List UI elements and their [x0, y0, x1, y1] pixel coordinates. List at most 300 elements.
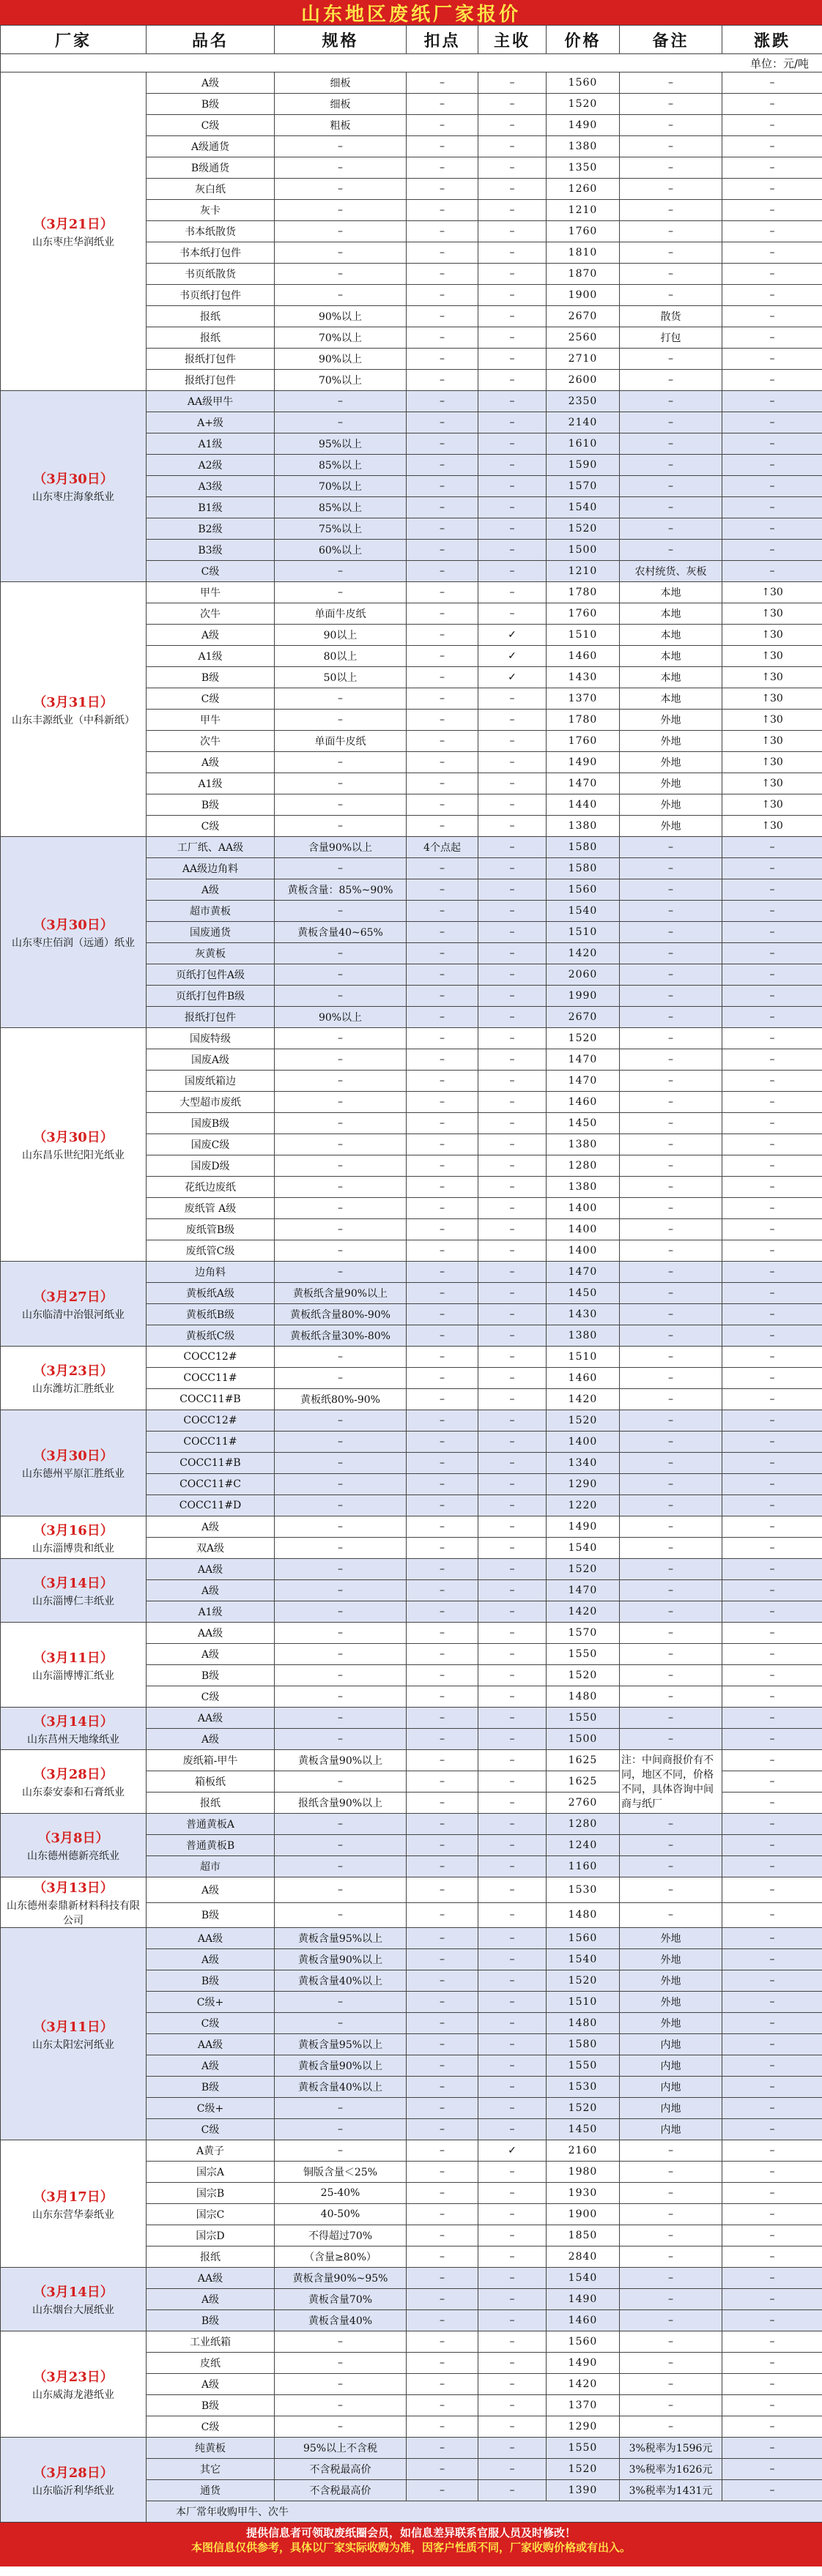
- deduction-cell: –: [407, 1559, 478, 1580]
- product-cell: C级: [147, 2416, 275, 2438]
- main-purchase-cell: –: [478, 1325, 547, 1347]
- deduction-cell: –: [407, 433, 478, 455]
- product-cell: 书本纸打包件: [147, 242, 275, 264]
- product-cell: B级通货: [147, 157, 275, 179]
- main-purchase-cell: –: [478, 476, 547, 497]
- remark-cell: –: [620, 922, 722, 943]
- product-cell: B级: [147, 2310, 275, 2331]
- change-cell: –: [722, 1644, 822, 1665]
- remark-cell: –: [620, 858, 722, 879]
- main-purchase-cell: –: [478, 1601, 547, 1623]
- price-cell: 1500: [547, 1729, 620, 1750]
- price-cell: 2060: [547, 964, 620, 986]
- main-purchase-cell: –: [478, 1708, 547, 1729]
- change-cell: –: [722, 179, 822, 200]
- deduction-cell: –: [407, 1750, 478, 1771]
- spec-cell: 95%以上不含税: [275, 2438, 407, 2459]
- main-purchase-cell: –: [478, 1410, 547, 1432]
- factory-name: 山东潍坊汇胜纸业: [32, 1383, 114, 1395]
- change-cell: –: [722, 1219, 822, 1240]
- table-row: [1, 1347, 822, 1368]
- factory-cell: [1, 1262, 147, 1347]
- factory-cell: [1, 1028, 147, 1262]
- deduction-cell: –: [407, 1729, 478, 1750]
- factory-date: （3月30日）: [33, 917, 114, 933]
- change-cell: ↑30: [722, 816, 822, 837]
- spec-cell: –: [275, 1410, 407, 1432]
- main-purchase-cell: –: [478, 1071, 547, 1092]
- price-cell: 1570: [547, 476, 620, 497]
- deduction-cell: –: [407, 1474, 478, 1495]
- change-cell: –: [722, 1155, 822, 1177]
- deduction-cell: –: [407, 816, 478, 837]
- spec-cell: –: [275, 1240, 407, 1262]
- change-cell: –: [722, 157, 822, 179]
- spec-cell: –: [275, 1856, 407, 1877]
- spec-cell: –: [275, 2374, 407, 2395]
- main-purchase-cell: –: [478, 773, 547, 794]
- product-cell: 国废C级: [147, 1134, 275, 1155]
- product-cell: 报纸: [147, 327, 275, 349]
- deduction-cell: –: [407, 1992, 478, 2013]
- product-cell: 次牛: [147, 603, 275, 625]
- product-cell: 灰黄板: [147, 943, 275, 964]
- deduction-cell: –: [407, 2416, 478, 2438]
- remark-cell: –: [620, 1368, 722, 1389]
- main-purchase-cell: –: [478, 94, 547, 115]
- change-cell: –: [722, 2353, 822, 2374]
- change-cell: –: [722, 242, 822, 264]
- remark-cell: 外地: [620, 1949, 722, 1970]
- price-cell: 1470: [547, 1580, 620, 1601]
- remark-cell: –: [620, 518, 722, 540]
- remark-cell: –: [620, 157, 722, 179]
- change-cell: –: [722, 72, 822, 94]
- main-purchase-cell: –: [478, 1580, 547, 1601]
- product-cell: C级: [147, 816, 275, 837]
- change-cell: –: [722, 285, 822, 306]
- remark-cell: 外地: [620, 773, 722, 794]
- product-cell: 国废A级: [147, 1049, 275, 1071]
- spec-cell: –: [275, 752, 407, 773]
- product-cell: AA级: [147, 2034, 275, 2055]
- factory-cell: [1, 1559, 147, 1623]
- product-cell: 工厂纸、AA级: [147, 837, 275, 858]
- main-purchase-cell: –: [478, 306, 547, 327]
- remark-cell: –: [620, 1814, 722, 1835]
- spec-cell: –: [275, 1559, 407, 1580]
- price-cell: 1210: [547, 561, 620, 582]
- remark-cell: –: [620, 1835, 722, 1856]
- price-cell: 1520: [547, 1028, 620, 1049]
- spec-cell: 黄板纸80%-90%: [275, 1389, 407, 1410]
- change-cell: –: [722, 2289, 822, 2310]
- product-cell: AA级: [147, 2268, 275, 2289]
- spec-cell: 不含税最高价: [275, 2480, 407, 2501]
- price-cell: 1470: [547, 1262, 620, 1283]
- price-cell: 1520: [547, 518, 620, 540]
- remark-cell: –: [620, 115, 722, 136]
- change-cell: –: [722, 2204, 822, 2225]
- deduction-cell: –: [407, 1049, 478, 1071]
- spec-cell: –: [275, 285, 407, 306]
- main-purchase-cell: –: [478, 221, 547, 242]
- price-cell: 1480: [547, 2013, 620, 2034]
- remark-cell: –: [620, 1410, 722, 1432]
- spec-cell: 75%以上: [275, 518, 407, 540]
- factory-cell: [1, 1750, 147, 1814]
- remark-cell: –: [620, 2353, 722, 2374]
- price-cell: 1510: [547, 1992, 620, 2013]
- product-cell: C级: [147, 1686, 275, 1708]
- main-purchase-cell: –: [478, 2353, 547, 2374]
- factory-cell: [1, 837, 147, 1028]
- main-purchase-cell: –: [478, 752, 547, 773]
- product-cell: 报纸: [147, 306, 275, 327]
- deduction-cell: –: [407, 1771, 478, 1793]
- factory-name: 山东烟台大展纸业: [32, 2304, 114, 2316]
- main-purchase-cell: –: [478, 2034, 547, 2055]
- table-row: [1, 837, 822, 858]
- header-remark: 备注: [620, 26, 722, 54]
- spec-cell: 黄板含量95%以上: [275, 2034, 407, 2055]
- change-cell: –: [722, 2395, 822, 2416]
- product-cell: A级: [147, 1877, 275, 1903]
- product-cell: 报纸打包件: [147, 349, 275, 370]
- factory-name: 山东枣庄海象纸业: [32, 491, 114, 503]
- deduction-cell: –: [407, 582, 478, 603]
- remark-cell: –: [620, 2416, 722, 2438]
- table-row: [1, 2268, 822, 2289]
- price-cell: 1470: [547, 1071, 620, 1092]
- change-cell: –: [722, 497, 822, 518]
- product-cell: A2级: [147, 455, 275, 476]
- remark-cell: 外地: [620, 1992, 722, 2013]
- price-cell: 1450: [547, 1113, 620, 1134]
- product-cell: 国宗A: [147, 2162, 275, 2183]
- spec-cell: –: [275, 2119, 407, 2140]
- remark-cell: –: [620, 2140, 722, 2162]
- remark-cell: –: [620, 1856, 722, 1877]
- deduction-cell: –: [407, 943, 478, 964]
- price-cell: 1810: [547, 242, 620, 264]
- spec-cell: 85%以上: [275, 497, 407, 518]
- price-cell: 1550: [547, 1644, 620, 1665]
- main-purchase-cell: –: [478, 964, 547, 986]
- spec-cell: –: [275, 1623, 407, 1644]
- factory-date: （3月28日）: [33, 1767, 114, 1782]
- remark-cell: 内地: [620, 2077, 722, 2098]
- main-purchase-cell: –: [478, 879, 547, 901]
- main-purchase-cell: –: [478, 433, 547, 455]
- spec-cell: –: [275, 773, 407, 794]
- table-row: [1, 2331, 822, 2353]
- product-cell: 国宗B: [147, 2183, 275, 2204]
- main-purchase-cell: –: [478, 2438, 547, 2459]
- product-cell: A级通货: [147, 136, 275, 157]
- product-cell: AA级: [147, 1928, 275, 1949]
- deduction-cell: –: [407, 1928, 478, 1949]
- spec-cell: –: [275, 1474, 407, 1495]
- product-cell: 黄板纸A级: [147, 1283, 275, 1304]
- remark-cell: 农村统货、灰板: [620, 561, 722, 582]
- spec-cell: 粗板: [275, 115, 407, 136]
- change-cell: –: [722, 2331, 822, 2353]
- spec-cell: –: [275, 179, 407, 200]
- change-cell: ↑30: [722, 582, 822, 603]
- main-purchase-cell: –: [478, 1856, 547, 1877]
- product-cell: 报纸: [147, 2246, 275, 2268]
- factory-cell: [1, 1516, 147, 1559]
- remark-cell: –: [620, 1665, 722, 1686]
- price-cell: 1400: [547, 1432, 620, 1453]
- product-cell: C级: [147, 2119, 275, 2140]
- main-purchase-cell: –: [478, 1028, 547, 1049]
- factory-date: （3月28日）: [33, 2465, 114, 2481]
- main-purchase-cell: –: [478, 688, 547, 710]
- spec-cell: –: [275, 943, 407, 964]
- change-cell: ↑30: [722, 688, 822, 710]
- main-purchase-cell: –: [478, 2480, 547, 2501]
- remark-cell: –: [620, 1580, 722, 1601]
- main-purchase-cell: –: [478, 1389, 547, 1410]
- change-cell: –: [722, 94, 822, 115]
- remark-cell: –: [620, 986, 722, 1007]
- change-cell: –: [722, 1410, 822, 1432]
- deduction-cell: –: [407, 1902, 478, 1928]
- deduction-cell: –: [407, 858, 478, 879]
- factory-cell: [1, 391, 147, 582]
- deduction-cell: –: [407, 1028, 478, 1049]
- change-cell: –: [722, 858, 822, 879]
- main-purchase-cell: –: [478, 2225, 547, 2246]
- price-cell: 1460: [547, 1368, 620, 1389]
- price-cell: 1510: [547, 1347, 620, 1368]
- remark-cell: 外地: [620, 710, 722, 731]
- table-row: [1, 2438, 822, 2459]
- deduction-cell: –: [407, 1240, 478, 1262]
- spec-cell: –: [275, 1771, 407, 1793]
- price-cell: 1490: [547, 2289, 620, 2310]
- price-cell: 1780: [547, 582, 620, 603]
- change-cell: ↑30: [722, 603, 822, 625]
- change-cell: –: [722, 879, 822, 901]
- deduction-cell: –: [407, 412, 478, 433]
- spec-cell: –: [275, 2140, 407, 2162]
- price-cell: 1420: [547, 943, 620, 964]
- change-cell: –: [722, 2140, 822, 2162]
- remark-cell: –: [620, 1347, 722, 1368]
- change-cell: –: [722, 1601, 822, 1623]
- product-cell: A级: [147, 1949, 275, 1970]
- factory-date: （3月30日）: [33, 1130, 114, 1145]
- main-purchase-cell: –: [478, 1559, 547, 1580]
- main-purchase-cell: –: [478, 2416, 547, 2438]
- main-purchase-cell: –: [478, 1177, 547, 1198]
- deduction-cell: –: [407, 1877, 478, 1903]
- main-purchase-cell: –: [478, 1729, 547, 1750]
- main-purchase-cell: –: [478, 1432, 547, 1453]
- main-purchase-cell: –: [478, 603, 547, 625]
- remark-cell: –: [620, 1877, 722, 1903]
- change-cell: –: [722, 1134, 822, 1155]
- change-cell: –: [722, 1240, 822, 1262]
- price-cell: 1520: [547, 1410, 620, 1432]
- price-cell: 1400: [547, 1219, 620, 1240]
- page-title: 山东地区废纸厂家报价: [0, 0, 822, 25]
- deduction-cell: 4个点起: [407, 837, 478, 858]
- deduction-cell: –: [407, 1198, 478, 1219]
- price-cell: 1510: [547, 625, 620, 646]
- deduction-cell: –: [407, 1368, 478, 1389]
- main-purchase-cell: –: [478, 1538, 547, 1559]
- remark-cell: –: [620, 1283, 722, 1304]
- spec-cell: –: [275, 1177, 407, 1198]
- remark-cell: 外地: [620, 794, 722, 816]
- price-cell: 2760: [547, 1793, 620, 1814]
- deduction-cell: –: [407, 200, 478, 221]
- product-cell: 页纸打包件A级: [147, 964, 275, 986]
- change-cell: –: [722, 2225, 822, 2246]
- deduction-cell: –: [407, 1453, 478, 1474]
- main-purchase-cell: –: [478, 1304, 547, 1325]
- deduction-cell: –: [407, 2353, 478, 2374]
- main-purchase-cell: –: [478, 285, 547, 306]
- change-cell: –: [722, 1992, 822, 2013]
- product-cell: B级: [147, 667, 275, 688]
- table-row: [1, 1516, 822, 1538]
- main-purchase-cell: –: [478, 1155, 547, 1177]
- spec-cell: 50以上: [275, 667, 407, 688]
- product-cell: A1级: [147, 433, 275, 455]
- deduction-cell: –: [407, 561, 478, 582]
- spec-cell: –: [275, 1347, 407, 1368]
- spec-cell: –: [275, 1155, 407, 1177]
- price-cell: 1380: [547, 136, 620, 157]
- price-cell: 1760: [547, 221, 620, 242]
- price-cell: 1470: [547, 1049, 620, 1071]
- product-cell: 其它: [147, 2459, 275, 2480]
- remark-cell: –: [620, 1516, 722, 1538]
- factory-name: 山东昌乐世纪阳光纸业: [22, 1150, 125, 1161]
- remark-cell: –: [620, 1177, 722, 1198]
- remark-cell: –: [620, 433, 722, 455]
- factory-cell: [1, 2438, 147, 2523]
- remark-cell: –: [620, 1432, 722, 1453]
- price-cell: 1990: [547, 986, 620, 1007]
- spec-cell: 黄板纸含量90%以上: [275, 1283, 407, 1304]
- factory-name: 山东临沂利华纸业: [32, 2484, 114, 2497]
- spec-cell: （含量≥80%）: [275, 2246, 407, 2268]
- change-cell: –: [722, 2183, 822, 2204]
- deduction-cell: –: [407, 157, 478, 179]
- main-purchase-cell: –: [478, 2268, 547, 2289]
- change-cell: –: [722, 1902, 822, 1928]
- price-cell: 1510: [547, 922, 620, 943]
- product-cell: B1级: [147, 497, 275, 518]
- spec-cell: 细板: [275, 94, 407, 115]
- unit-label: 单位：元/吨: [1, 54, 822, 72]
- change-cell: –: [722, 1580, 822, 1601]
- price-cell: 1550: [547, 2438, 620, 2459]
- product-cell: COCC11#B: [147, 1389, 275, 1410]
- main-purchase-cell: –: [478, 540, 547, 561]
- product-cell: A1级: [147, 1601, 275, 1623]
- spec-cell: 报纸含量90%以上: [275, 1793, 407, 1814]
- factory-cell: [1, 1928, 147, 2140]
- change-cell: –: [722, 349, 822, 370]
- change-cell: –: [722, 200, 822, 221]
- remark-cell: 散货: [620, 306, 722, 327]
- price-cell: 1930: [547, 2183, 620, 2204]
- change-cell: ↑30: [722, 731, 822, 752]
- spec-cell: –: [275, 794, 407, 816]
- deduction-cell: –: [407, 1347, 478, 1368]
- price-cell: 1480: [547, 1686, 620, 1708]
- main-purchase-cell: –: [478, 837, 547, 858]
- change-cell: –: [722, 327, 822, 349]
- factory-name: 山东东营华泰纸业: [32, 2208, 114, 2221]
- factory-name: 山东德州平原汇胜纸业: [22, 1468, 125, 1480]
- factory-name: 山东枣庄华润纸业: [32, 237, 114, 248]
- remark-cell: –: [620, 1389, 722, 1410]
- spec-cell: –: [275, 157, 407, 179]
- product-cell: 普通黄板B: [147, 1835, 275, 1856]
- header-product: 品名: [147, 26, 275, 54]
- deduction-cell: –: [407, 2013, 478, 2034]
- product-cell: 国宗C: [147, 2204, 275, 2225]
- spec-cell: 黄板含量90%以上: [275, 1750, 407, 1771]
- spec-cell: –: [275, 1495, 407, 1516]
- spec-cell: –: [275, 1644, 407, 1665]
- remark-cell: 3%税率为1431元: [620, 2480, 722, 2501]
- main-purchase-cell: –: [478, 2204, 547, 2225]
- price-cell: 1540: [547, 497, 620, 518]
- product-cell: COCC11#C: [147, 1474, 275, 1495]
- price-cell: 1430: [547, 667, 620, 688]
- change-cell: ↑30: [722, 667, 822, 688]
- deduction-cell: –: [407, 72, 478, 94]
- main-purchase-cell: –: [478, 1928, 547, 1949]
- product-cell: 纯黄板: [147, 2438, 275, 2459]
- factory-cell: [1, 2140, 147, 2268]
- spec-cell: 40-50%: [275, 2204, 407, 2225]
- main-purchase-cell: ✓: [478, 667, 547, 688]
- change-cell: –: [722, 2268, 822, 2289]
- change-cell: –: [722, 1877, 822, 1903]
- change-cell: –: [722, 1495, 822, 1516]
- deduction-cell: –: [407, 391, 478, 412]
- product-cell: 黄板纸B级: [147, 1304, 275, 1325]
- remark-cell: –: [620, 1474, 722, 1495]
- factory-date: （3月23日）: [33, 1363, 114, 1379]
- deduction-cell: –: [407, 285, 478, 306]
- spec-cell: 黄板含量95%以上: [275, 1928, 407, 1949]
- change-cell: –: [722, 2162, 822, 2183]
- change-cell: –: [722, 2374, 822, 2395]
- product-cell: A1级: [147, 773, 275, 794]
- deduction-cell: –: [407, 1432, 478, 1453]
- spec-cell: 黄板含量90%~95%: [275, 2268, 407, 2289]
- main-purchase-cell: –: [478, 370, 547, 391]
- spec-cell: –: [275, 964, 407, 986]
- deduction-cell: –: [407, 242, 478, 264]
- main-purchase-cell: –: [478, 2246, 547, 2268]
- product-cell: 甲牛: [147, 710, 275, 731]
- deduction-cell: –: [407, 94, 478, 115]
- footer: [0, 2523, 822, 2566]
- spec-cell: 黄板含量40%以上: [275, 2077, 407, 2098]
